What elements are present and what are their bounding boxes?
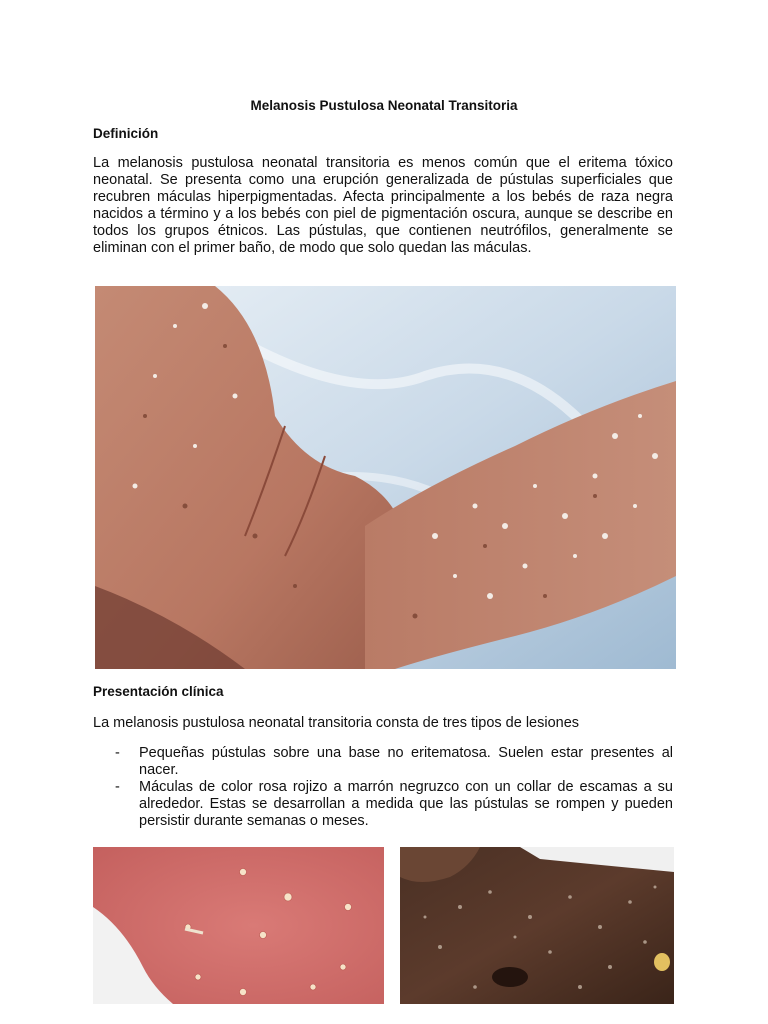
infant-arm-photo: [95, 286, 676, 669]
list-item: [93, 779, 673, 830]
lesion-list: [93, 745, 673, 830]
clinical-intro: La melanosis pustulosa neonatal transitoria consta de tres tipos de lesiones: [93, 715, 580, 731]
pustules-closeup-photo: [93, 847, 384, 1004]
clinical-heading: Presentación clínica: [93, 684, 224, 699]
list-item: [93, 745, 673, 779]
bullet-dash: -: [115, 779, 120, 795]
definition-heading: Definición: [93, 126, 159, 141]
dark-skin-trunk-photo: [400, 847, 674, 1004]
bullet-dash: -: [115, 745, 120, 761]
definition-paragraph: La melanosis pustulosa neonatal transitoria es menos común que el eritema tóxico neonatal. Se presenta como una erupción generalizada de pústulas superficiales que recubren máculas hiperpigmentadas. Afecta principalmente a los bebés de raza negra nacidos a término y a los bebés con piel de pigmentación oscura, aunque se describe en todos los grupos étnicos. Las pústulas, que contienen neutrófilos, generalmente se eliminan con el primer baño, de modo que solo quedan las máculas.: [93, 155, 673, 256]
page-title: Melanosis Pustulosa Neonatal Transitoria: [250, 98, 518, 113]
list-item-text: Pequeñas pústulas sobre una base no eritematosa. Suelen estar presentes al nacer.: [139, 745, 673, 778]
list-item-text: Máculas de color rosa rojizo a marrón negruzco con un collar de escamas a su alrededor. Estas se desarrollan a medida que las pústulas se rompen y pueden persistir durante semanas o meses.: [139, 779, 673, 829]
